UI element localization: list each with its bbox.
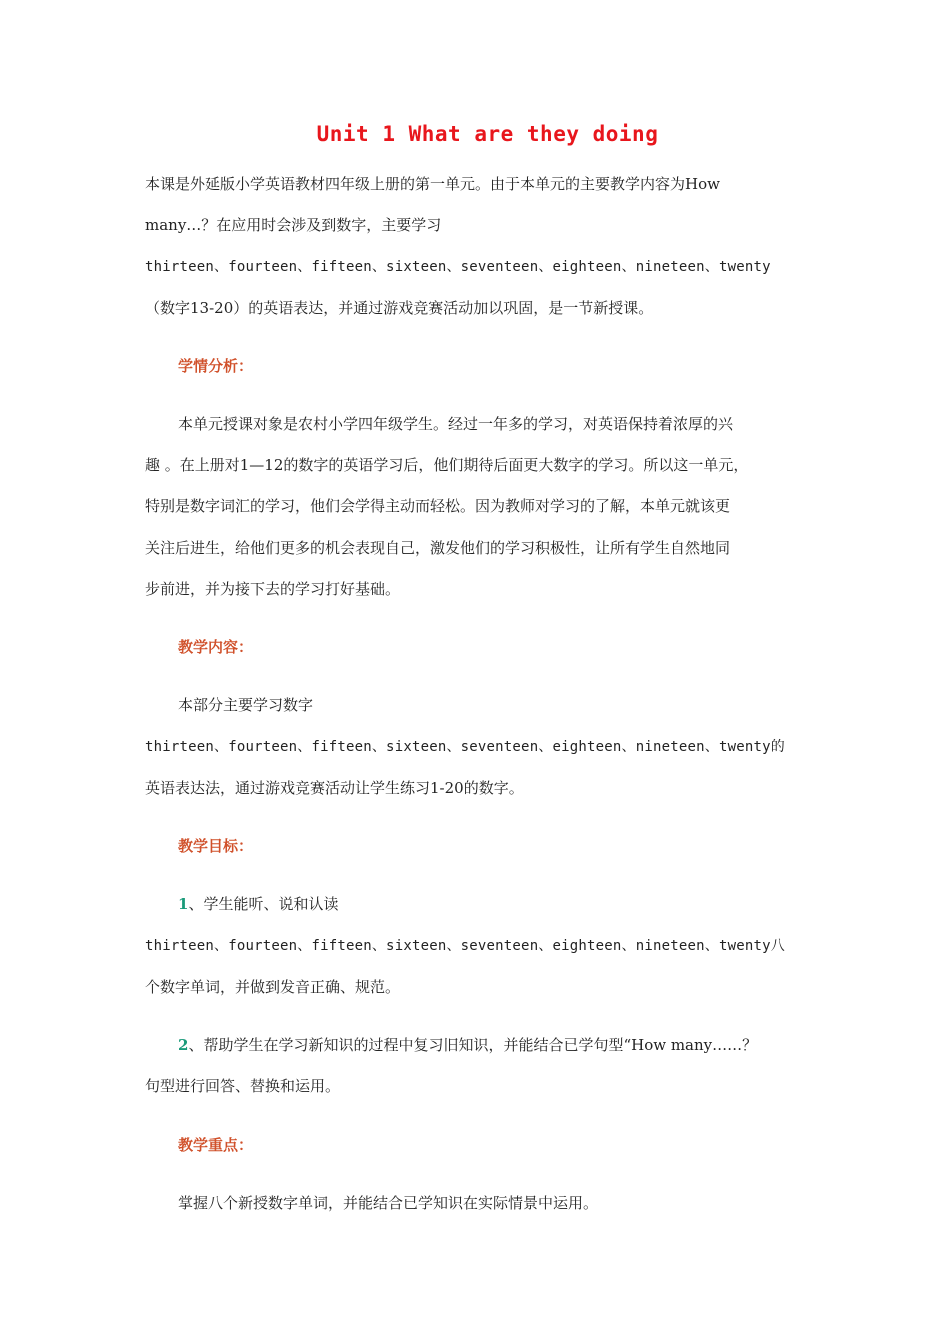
intro-line-3: thirteen、fourteen、fifteen、sixteen、seventeen、eighteen、nineteen、twenty	[145, 259, 771, 275]
analysis-line-1: 本单元授课对象是农村小学四年级学生。经过一年多的学习，对英语保持着浓厚的兴	[178, 415, 734, 433]
goals-heading: 教学目标：	[178, 837, 254, 855]
key-heading: 教学重点：	[178, 1136, 254, 1154]
intro-line-1: 本课是外延版小学英语教材四年级上册的第一单元。由于本单元的主要教学内容为How	[145, 175, 720, 193]
analysis-line-5: 步前进，并为接下去的学习打好基础。	[145, 580, 401, 598]
document-title: Unit 1 What are they doing	[316, 122, 659, 146]
analysis-heading: 学情分析：	[178, 357, 254, 375]
content-line-2: thirteen、fourteen、fifteen、sixteen、seventeen、eighteen、nineteen、twenty的	[145, 739, 785, 755]
content-line-1: 本部分主要学习数字	[178, 696, 314, 714]
content-heading: 教学内容：	[178, 638, 254, 656]
goal-number-2: 2	[178, 1036, 189, 1054]
goal-item-1-line-2: thirteen、fourteen、fifteen、sixteen、seventeen、eighteen、nineteen、twenty八	[145, 938, 785, 954]
goal-item-1	[178, 894, 338, 914]
goal-item-2	[178, 1035, 757, 1055]
analysis-line-4: 关注后进生，给他们更多的机会表现自己，激发他们的学习积极性，让所有学生自然地同	[145, 539, 731, 557]
goal-item-2-text: 、帮助学生在学习新知识的过程中复习旧知识，并能结合已学句型“How many……？	[188, 1036, 758, 1054]
goal-item-2-line-2: 句型进行回答、替换和运用。	[145, 1077, 341, 1095]
intro-line-4: （数字13-20）的英语表达，并通过游戏竞赛活动加以巩固，是一节新授课。	[145, 299, 654, 317]
content-line-3: 英语表达法，通过游戏竞赛活动让学生练习1-20的数字。	[145, 779, 524, 797]
analysis-line-2: 趣 。在上册对1—12的数字的英语学习后，他们期待后面更大数字的学习。所以这一单元，	[145, 456, 749, 474]
goal-item-1-text: 、学生能听、说和认读	[188, 895, 339, 913]
goal-item-1-line-3: 个数字单词，并做到发音正确、规范。	[145, 978, 401, 996]
key-line-1: 掌握八个新授数字单词，并能结合已学知识在实际情景中运用。	[178, 1194, 599, 1212]
goal-number-1: 1	[178, 895, 189, 913]
analysis-line-3: 特别是数字词汇的学习，他们会学得主动而轻松。因为教师对学习的了解，本单元就该更	[145, 497, 731, 515]
intro-line-2: many…？在应用时会涉及到数字，主要学习	[145, 216, 442, 234]
